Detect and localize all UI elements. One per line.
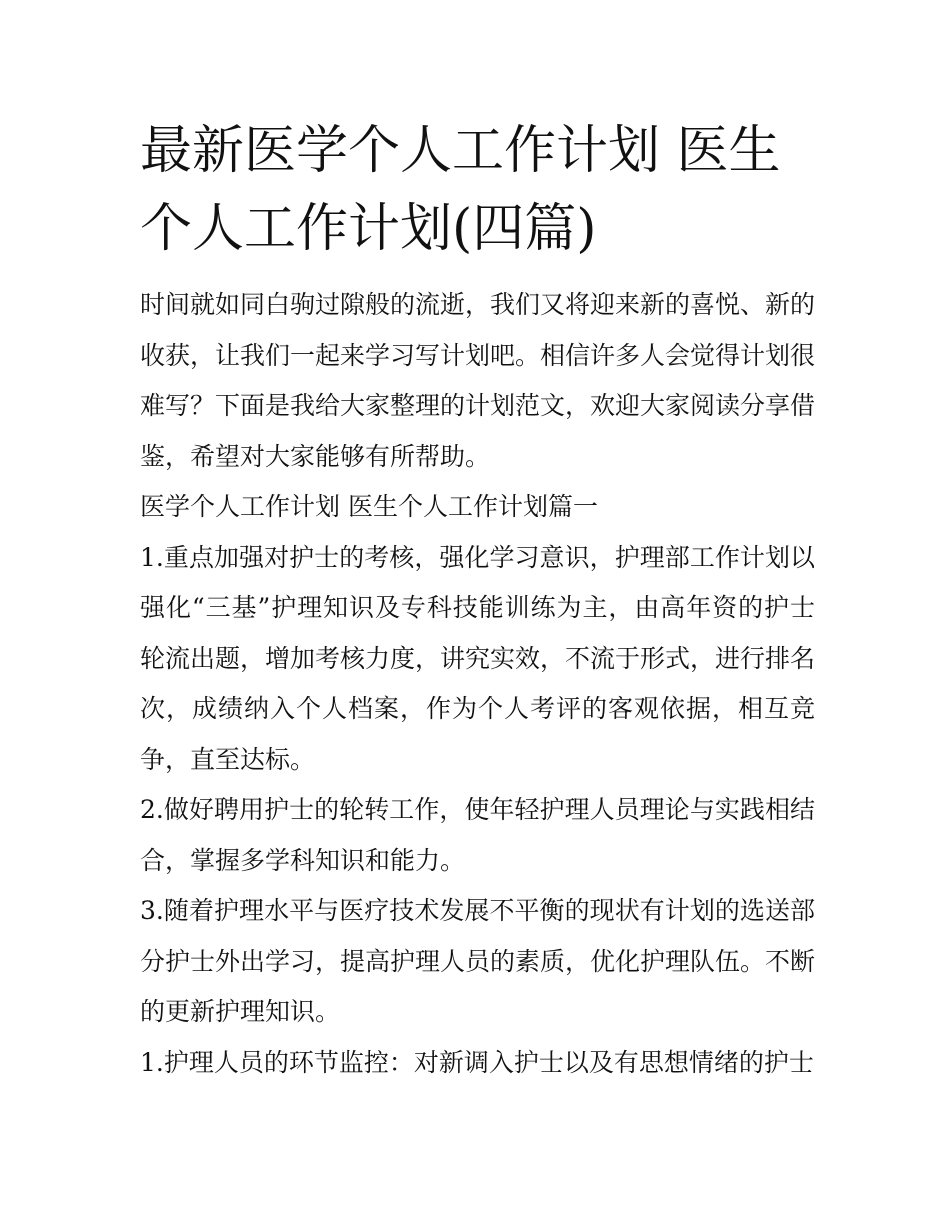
intro-paragraph: 时间就如同白驹过隙般的流逝，我们又将迎来新的喜悦、新的收获，让我们一起来学习写计划吧。相信许多人会觉得计划很难写？下面是我给大家整理的计划范文，欢迎大家阅读分享借鉴，希望对大家能够有所帮助。 [140,290,816,471]
document-title: 最新医学个人工作计划 医生个人工作计划(四篇) [140,121,781,259]
list-item: 3.随着护理水平与医疗技术发展不平衡的现状有计划的选送部分护士外出学习，提高护理人员的素质，优化护理队伍。不断的更新护理知识。 [140,896,816,1026]
section-heading: 医学个人工作计划 医生个人工作计划篇一 [140,492,598,521]
list-item: 1.护理人员的环节监控：对新调入护士以及有思想情绪的护士 [140,1047,814,1077]
document-body [140,280,815,1088]
list-item: 1.重点加强对护士的考核，强化学习意识，护理部工作计划以强化“三基”护理知识及专科技能训练为主，由高年资的护士轮流出题，增加考核力度，讲究实效，不流于形式，进行排名次，成绩纳入个人档案，作为个人考评的客观依据，相互竞争，直至达标。 [140,542,816,774]
list-item: 2.做好聘用护士的轮转工作，使年轻护理人员理论与实践相结合，掌握多学科知识和能力。 [140,795,815,875]
